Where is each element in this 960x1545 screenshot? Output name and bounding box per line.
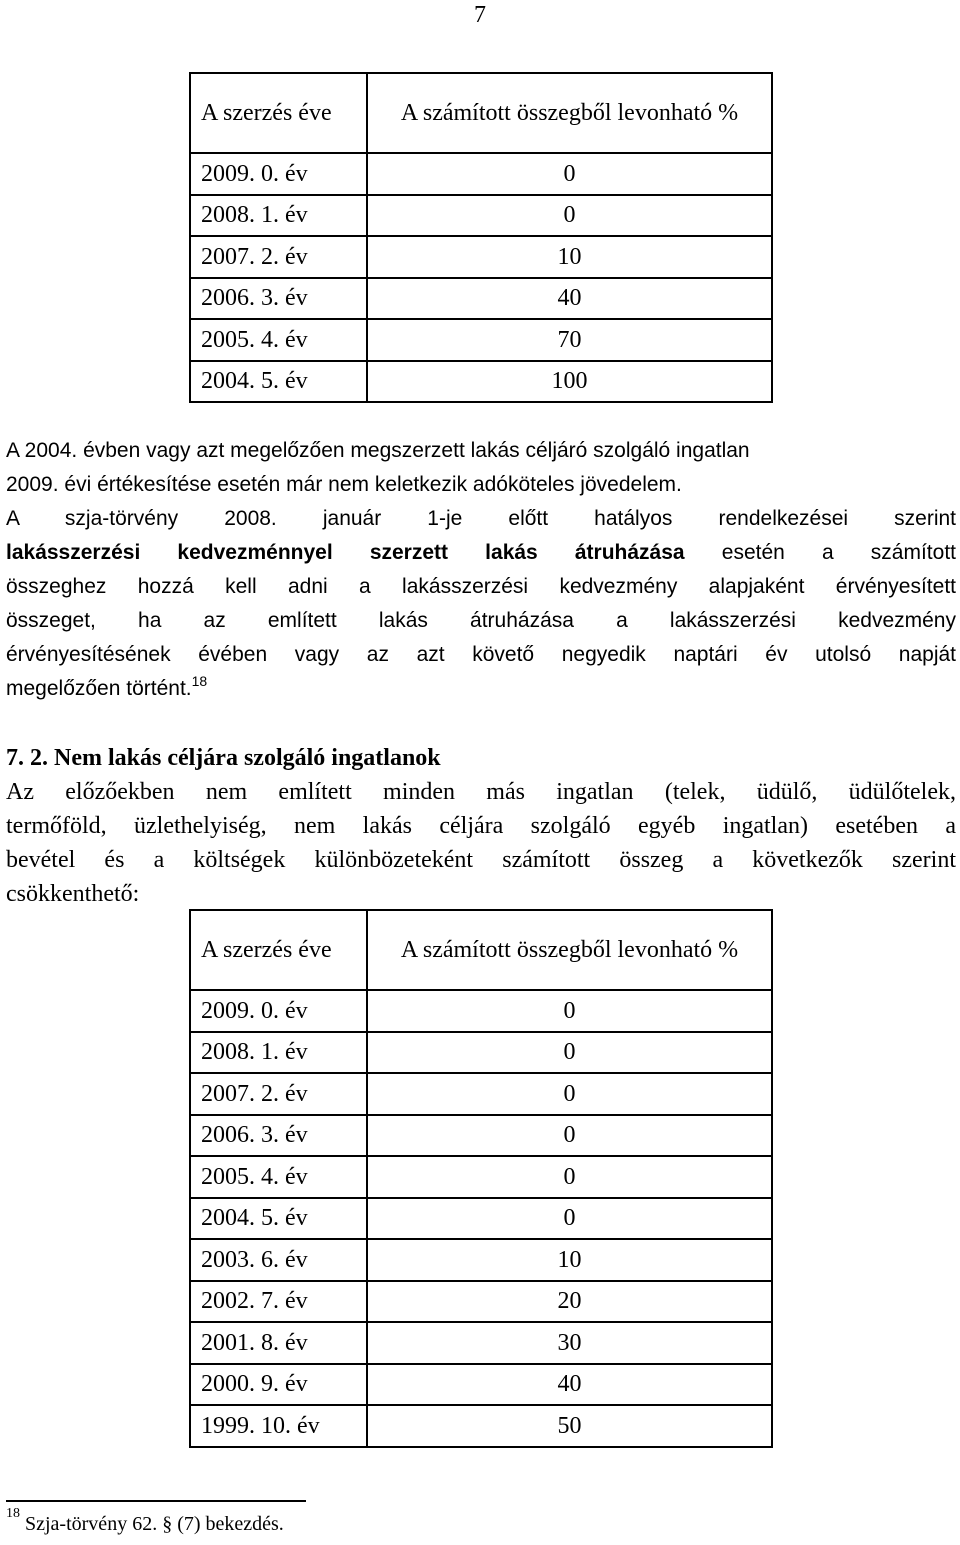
year-cell: 2002. 7. év [190,1281,367,1323]
footnote-text: Szja-törvény 62. § (7) bekezdés. [25,1513,284,1535]
footnote-reference[interactable]: 18 [191,673,208,689]
header-acquisition-year: A szerzés éve [190,73,367,153]
header-deductible-percent: A számított összegből levonható % [367,73,772,153]
percent-cell: 0 [367,1032,772,1074]
year-cell: 2007. 2. év [190,236,367,278]
table-header-row [190,910,772,990]
deduction-table-other-property [189,909,773,1448]
percent-cell: 10 [367,236,772,278]
percent-cell: 10 [367,1239,772,1281]
percent-cell: 20 [367,1281,772,1323]
paragraph-2004-line-1: A 2004. évben vagy azt megelőzően megszerzett lakás céljáró szolgáló ingatlan [6,439,750,462]
table-row [190,990,772,1032]
percent-cell: 0 [367,1198,772,1240]
year-cell: 2004. 5. év [190,361,367,403]
percent-cell: 0 [367,1115,772,1157]
table-row [190,1198,772,1240]
percent-cell: 0 [367,990,772,1032]
header-acquisition-year: A szerzés éve [190,910,367,990]
paragraph-szja-line-3: összeghez hozzá kell adni a lakásszerzési kedvezmény alapjaként érvényesített [6,575,956,598]
section-line-2: termőföld, üzlethelyiség, nem lakás céljára szolgáló egyéb ingatlan) esetében a [6,813,956,839]
year-cell: 1999. 10. év [190,1405,367,1447]
percent-cell: 40 [367,1364,772,1406]
table-row [190,1239,772,1281]
paragraph-szja-line-1: A szja-törvény 2008. január 1-je előtt hatályos rendelkezései szerint [6,507,956,530]
table-row [190,1364,772,1406]
paragraph-szja-line-5: érvényesítésének évében vagy az azt követő negyedik naptári év utolsó napját [6,643,956,666]
table-row [190,236,772,278]
table-row [190,1032,772,1074]
section-line-3: bevétel és a költségek különbözeteként számított összeg a következők szerint [6,847,956,873]
year-cell: 2005. 4. év [190,319,367,361]
deduction-table-housing [189,72,773,403]
footnote-separator [6,1500,306,1502]
year-cell: 2007. 2. év [190,1073,367,1115]
year-cell: 2008. 1. év [190,195,367,237]
paragraph-szja-line-4: összeget, ha az említett lakás átruházása a lakásszerzési kedvezmény [6,609,956,632]
line-text: megelőzően történt. [6,677,192,700]
table-row [190,1073,772,1115]
year-cell: 2003. 6. év [190,1239,367,1281]
table-row [190,1115,772,1157]
section-line-4: csökkenthető: [6,881,140,907]
year-cell: 2008. 1. év [190,1032,367,1074]
table-row [190,361,772,403]
year-cell: 2006. 3. év [190,278,367,320]
percent-cell: 0 [367,1156,772,1198]
section-heading [6,741,956,775]
footnote-number: 18 [6,1506,20,1521]
paragraph-szja-line-2 [6,536,956,570]
year-cell: 2009. 0. év [190,153,367,195]
table-row [190,278,772,320]
year-cell: 2001. 8. év [190,1322,367,1364]
percent-cell: 100 [367,361,772,403]
percent-cell: 40 [367,278,772,320]
line-rest: esetén a számított [684,541,956,564]
paragraph-2004-line-2: 2009. évi értékesítése esetén már nem keletkezik adóköteles jövedelem. [6,473,682,496]
table-row [190,319,772,361]
section-line-1: Az előzőekben nem említett minden más ingatlan (telek, üdülő, üdülőtelek, [6,779,956,805]
percent-cell: 0 [367,1073,772,1115]
table-header-row [190,73,772,153]
year-cell: 2006. 3. év [190,1115,367,1157]
year-cell: 2005. 4. év [190,1156,367,1198]
table-row [190,1156,772,1198]
header-deductible-percent: A számított összegből levonható % [367,910,772,990]
table-row [190,1322,772,1364]
percent-cell: 50 [367,1405,772,1447]
table-row [190,153,772,195]
percent-cell: 0 [367,153,772,195]
table-row [190,1281,772,1323]
table-row [190,195,772,237]
percent-cell: 0 [367,195,772,237]
percent-cell: 30 [367,1322,772,1364]
section-heading-text: 7. 2. Nem lakás céljára szolgáló ingatlanok [6,745,441,771]
table-row [190,1405,772,1447]
year-cell: 2009. 0. év [190,990,367,1032]
year-cell: 2000. 9. év [190,1364,367,1406]
bold-phrase: lakásszerzési kedvezménnyel szerzett lakás átruházása [6,541,685,564]
paragraph-szja-line-6 [6,672,956,706]
page-number: 7 [474,2,486,28]
year-cell: 2004. 5. év [190,1198,367,1240]
footnote [6,1506,906,1538]
percent-cell: 70 [367,319,772,361]
